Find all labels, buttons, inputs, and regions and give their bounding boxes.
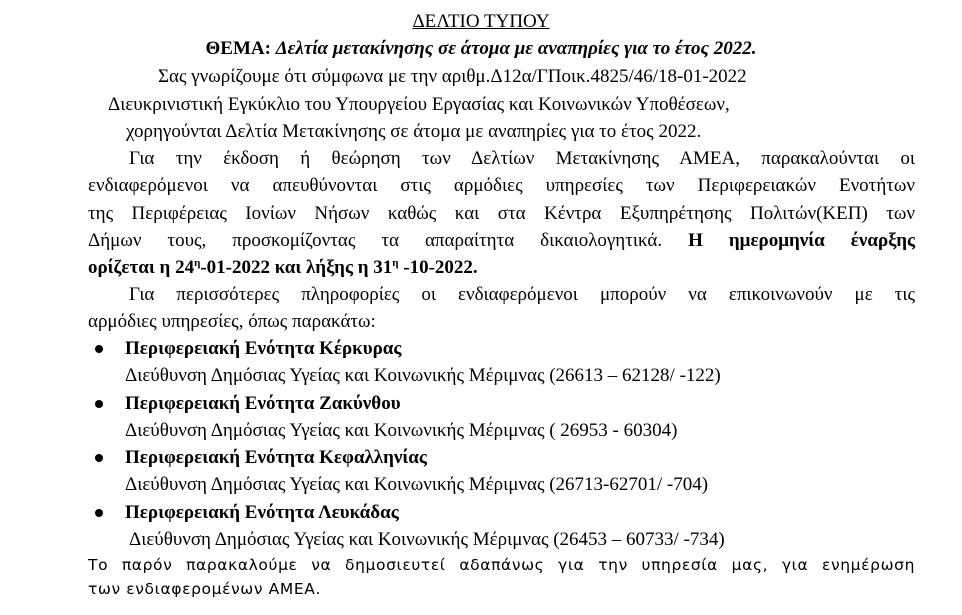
document-subject	[0, 38, 962, 60]
unit-detail-lefkada: Διεύθυνση Δημόσιας Υγείας και Κοινωνικής Μέριμνας (26453 – 60733/ -734)	[129, 529, 725, 550]
date-sup-2: η	[392, 257, 399, 269]
closing-line-1: Το παρόν παρακαλούμε να δημοσιευτεί αδαπάνως για την υπηρεσία μας, για ενημέρωση	[88, 556, 915, 574]
unit-detail-zakynthos: Διεύθυνση Δημόσιας Υγείας και Κοινωνικής Μέριμνας ( 26953 - 60304)	[125, 420, 678, 441]
para2-line-1: Για την έκδοση ή θεώρηση των Δελτίων Μετακίνησης ΑΜΕΑ, παρακαλούνται οι	[129, 148, 915, 169]
bullet-icon	[95, 345, 103, 353]
bullet-icon	[95, 400, 103, 408]
intro-line-3: χορηγούνται Δελτία Μετακίνησης σε άτομα με αναπηρίες για το έτος 2022.	[126, 121, 702, 142]
date-prefix: ορίζεται η 24	[88, 257, 195, 278]
date-range	[88, 257, 478, 279]
unit-name-kerkyra: Περιφερειακή Ενότητα Κέρκυρας	[125, 338, 402, 359]
date-sup-1: η	[194, 257, 201, 269]
subject-text: Δελτία μετακίνησης σε άτομα με αναπηρίες για το έτος 2022.	[275, 38, 757, 59]
para2-line-3: της Περιφέρειας Ιονίων Νήσων καθώς και στα Κέντρα Εξυπηρέτησης Πολιτών(ΚΕΠ) των	[88, 203, 915, 224]
para3-line-1: Για περισσότερες πληροφορίες οι ενδιαφερόμενοι μπορούν να επικοινωνούν με τις	[129, 284, 915, 305]
document-title: ΔΕΛΤΙΟ ΤΥΠΟΥ	[412, 11, 550, 32]
closing-line-2: των ενδιαφερομένων ΑΜΕΑ.	[88, 580, 321, 598]
unit-detail-kefallinia: Διεύθυνση Δημόσιας Υγείας και Κοινωνικής Μέριμνας (26713-62701/ -704)	[125, 474, 709, 495]
para2-line-2: ενδιαφερόμενοι να απευθύνονται στις αρμόδιες υπηρεσίες των Περιφερειακών Ενοτήτων	[88, 175, 915, 196]
unit-name-zakynthos: Περιφερειακή Ενότητα Ζακύνθου	[125, 393, 401, 414]
para3-line-2: αρμόδιες υπηρεσίες, όπως παρακάτω:	[88, 311, 376, 332]
subject-label: ΘΕΜΑ:	[205, 38, 276, 59]
intro-line-1: Σας γνωρίζουμε ότι σύμφωνα με την αριθμ.Δ12α/ΓΠοικ.4825/46/18-01-2022	[158, 66, 747, 87]
bullet-icon	[95, 509, 103, 517]
unit-name-lefkada: Περιφερειακή Ενότητα Λευκάδας	[125, 502, 399, 523]
date-mid: -01-2022 και λήξης η 31	[200, 257, 393, 278]
intro-line-2: Διευκρινιστική Εγκύκλιο του Υπουργείου Εργασίας και Κοινωνικών Υποθέσεων,	[108, 94, 730, 115]
para2-line-4-text: Δήμων τους, προσκομίζοντας τα απαραίτητα δικαιολογητικά.	[88, 230, 663, 251]
date-suffix: -10-2022.	[398, 257, 478, 278]
para2-line-4	[88, 230, 915, 252]
bullet-icon	[95, 454, 103, 462]
unit-name-kefallinia: Περιφερειακή Ενότητα Κεφαλληνίας	[125, 447, 427, 468]
start-date-label: Η ημερομηνία έναρξης	[688, 230, 916, 251]
unit-detail-kerkyra: Διεύθυνση Δημόσιας Υγείας και Κοινωνικής Μέριμνας (26613 – 62128/ -122)	[125, 365, 721, 386]
